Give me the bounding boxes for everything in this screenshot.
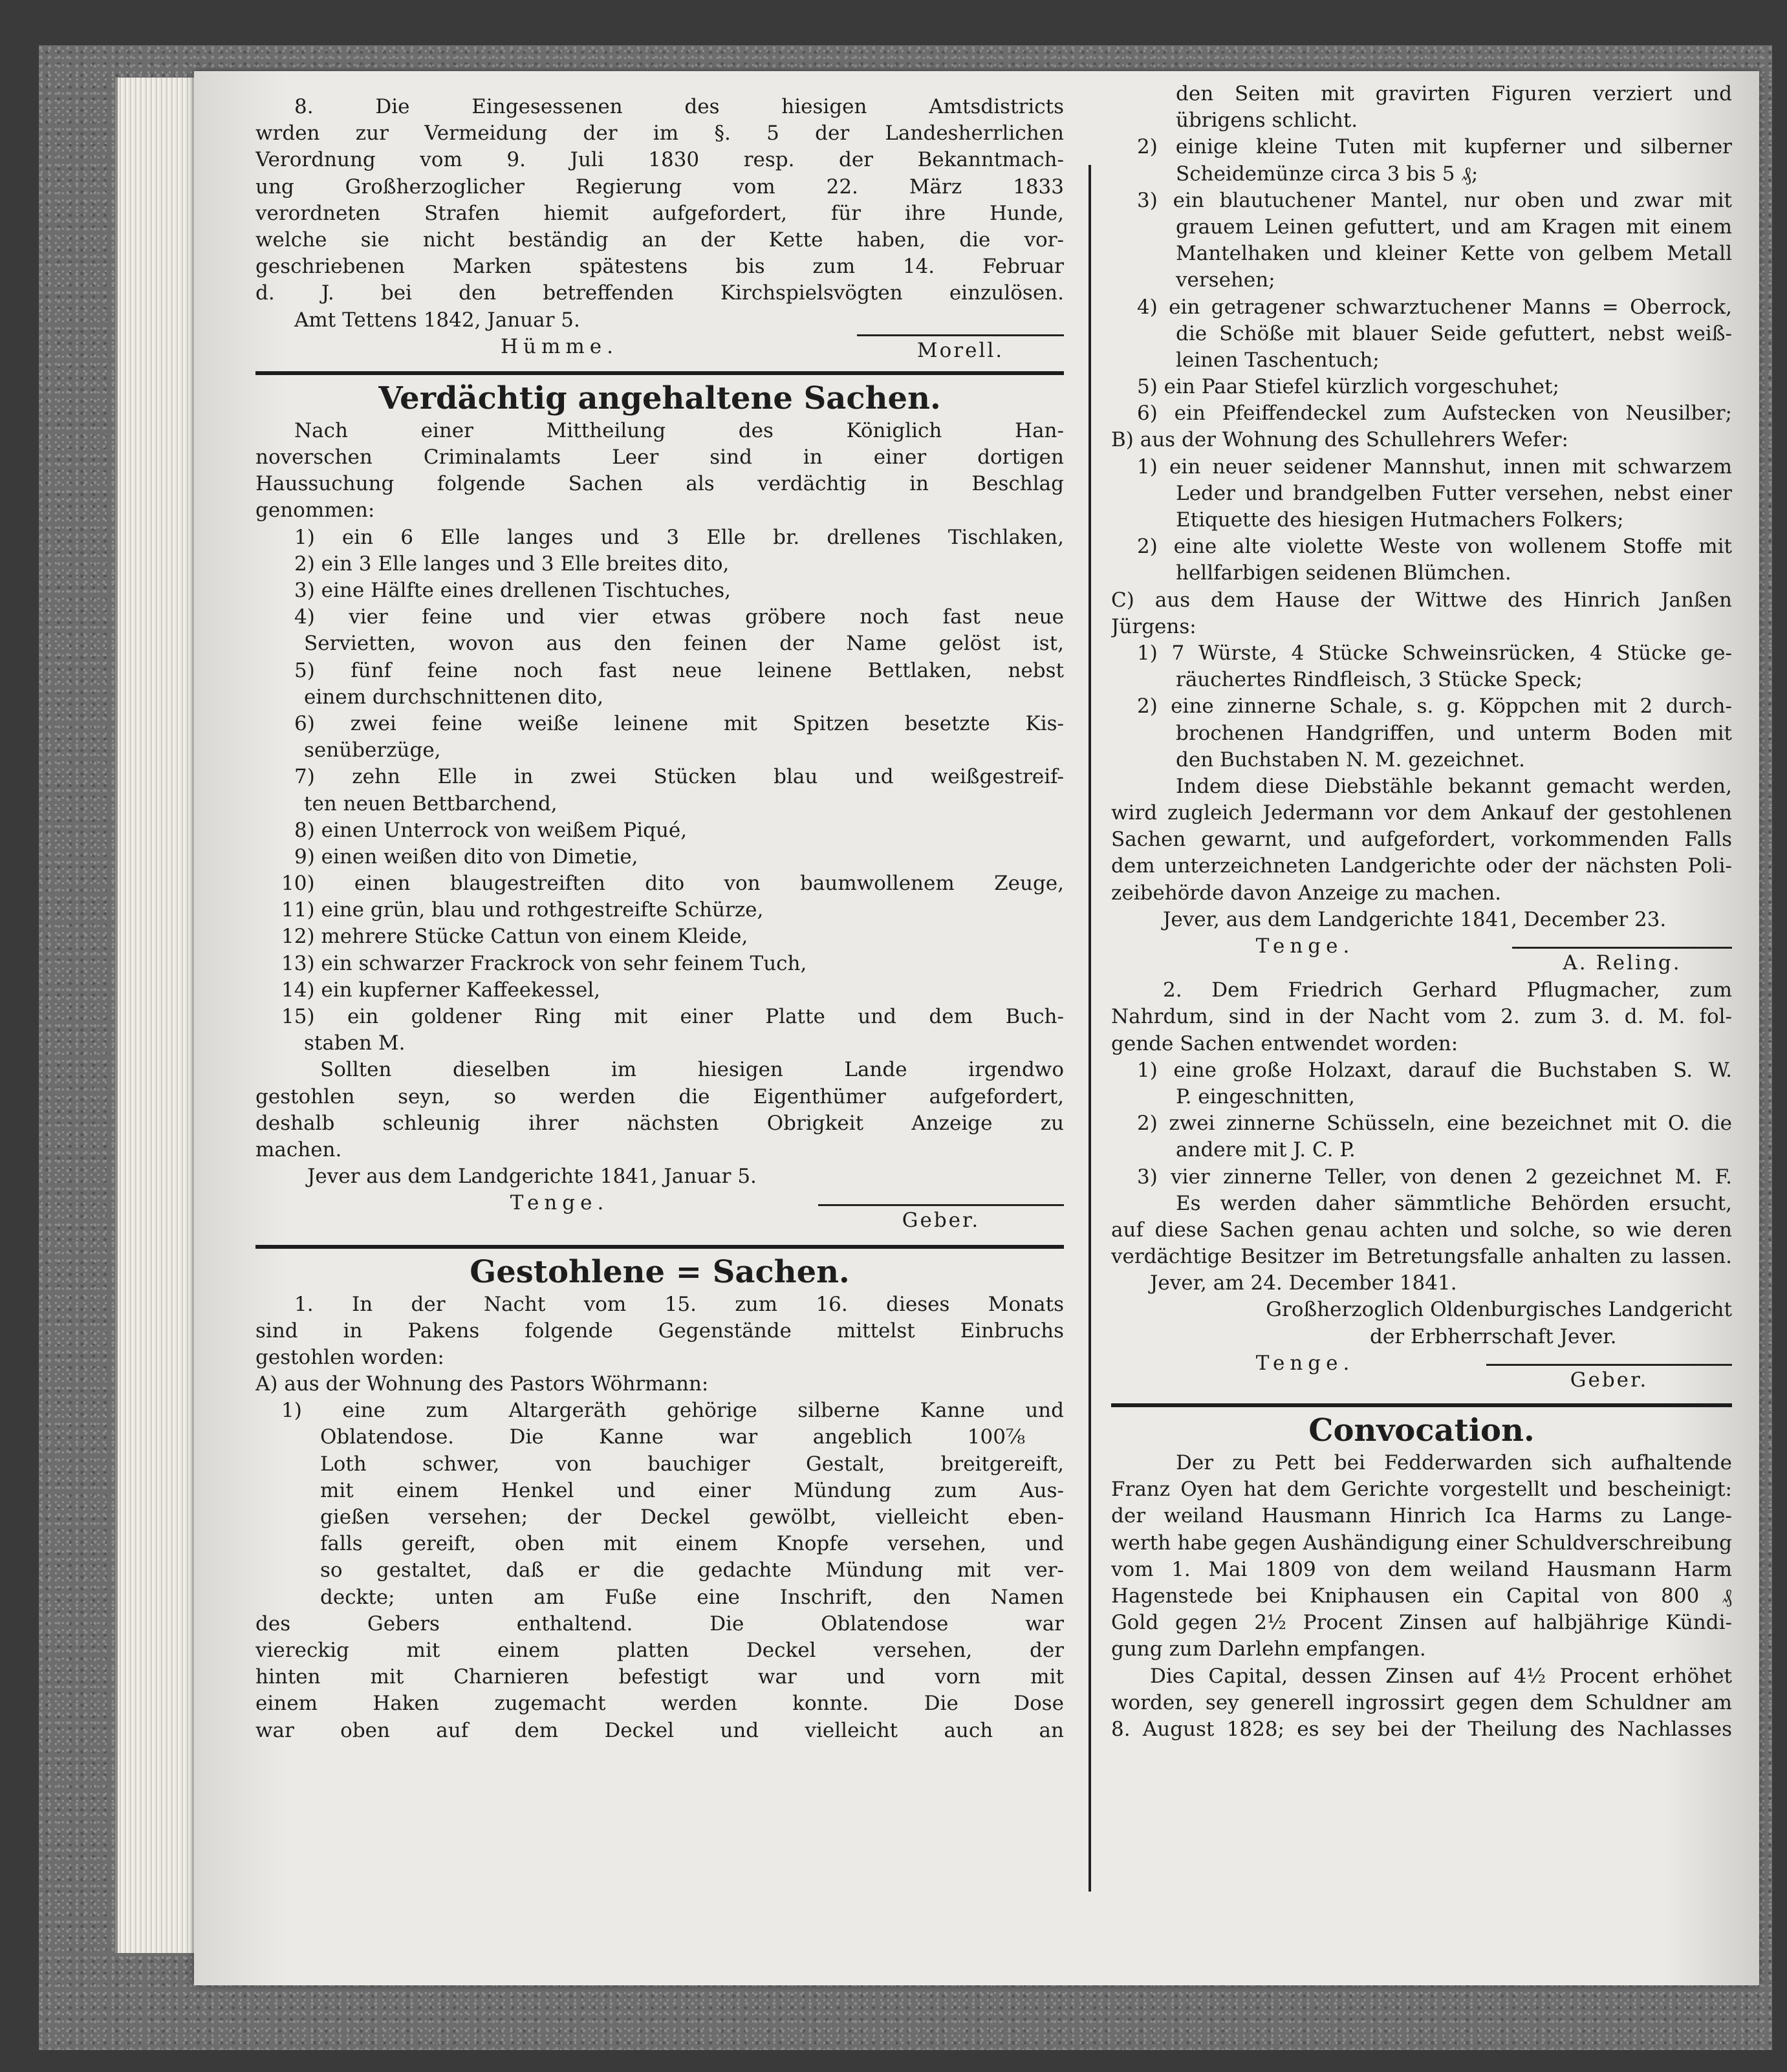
- text-line: grauem Leinen gefuttert, und am Kragen mit einem: [1176, 215, 1732, 239]
- list-item: 4) ein getragener schwarztuchener Manns = Oberrock,: [1137, 295, 1732, 319]
- text-line: Leder und brandgelben Futter versehen, nebst einer: [1176, 481, 1732, 505]
- text-line: Sollten dieselben im hiesigen Lande irgendwo: [320, 1058, 1064, 1082]
- text-line: gestohlen seyn, so werden die Eigenthümer aufgefordert,: [255, 1085, 1064, 1108]
- list-item: 6) ein Pfeiffendeckel zum Aufstecken von Neusilber;: [1137, 402, 1732, 426]
- dateline: Amt Tettens 1842, Januar 5.: [294, 308, 580, 332]
- list-item: 2) ein 3 Elle langes und 3 Elle breites dito,: [294, 552, 730, 576]
- text-line: verordneten Strafen hiemit aufgefordert, für ihre Hunde,: [255, 201, 1064, 225]
- section-rule: [1111, 1403, 1732, 1407]
- text-line: Verordnung vom 9. Juli 1830 resp. der Bekanntmach-: [255, 148, 1064, 172]
- text-line: versehen;: [1176, 268, 1275, 292]
- text-line: welche sie nicht beständig an der Kette haben, die vor-: [255, 228, 1064, 252]
- text-line: mit einem Henkel und einer Mündung zum Aus-: [320, 1478, 1064, 1502]
- text-line: verdächtige Besitzer im Betretungsfalle anhalten zu lassen.: [1111, 1245, 1732, 1269]
- text-line: C) aus dem Hause der Wittwe des Hinrich Janßen: [1111, 588, 1732, 612]
- text-line: die Schöße mit blauer Seide gefuttert, nebst weiß-: [1176, 321, 1732, 345]
- text-line: Jürgens:: [1111, 614, 1197, 638]
- list-item: 1) eine große Holzaxt, darauf die Buchstaben S. W.: [1137, 1058, 1732, 1082]
- list-item: 5) ein Paar Stiefel kürzlich vorgeschuhet;: [1137, 375, 1559, 399]
- official-name: Hümme.: [501, 334, 618, 358]
- list-item: senüberzüge,: [304, 739, 441, 762]
- list-item: ten neuen Bettbarchend,: [304, 792, 558, 815]
- text-line: hinten mit Charnieren befestigt war und vorn mit: [255, 1665, 1064, 1689]
- list-item: 1) ein neuer seidener Mannshut, innen mit schwarzem: [1137, 455, 1732, 479]
- text-line: Gold gegen 2½ Procent Zinsen auf halbjährige Kündi-: [1111, 1611, 1732, 1635]
- dateline: Jever aus dem Landgerichte 1841, Januar 5.: [307, 1165, 757, 1189]
- text-line: d. J. bei den betreffenden Kirchspielsvögten einzulösen.: [255, 281, 1064, 305]
- text-line: geschriebenen Marken spätestens bis zum 14. Februar: [255, 255, 1064, 279]
- list-item: 15) ein goldener Ring mit einer Platte und dem Buch-: [281, 1005, 1064, 1028]
- text-line: brochenen Handgriffen, und unterm Boden mit: [1176, 721, 1732, 745]
- section-rule: [255, 1245, 1064, 1249]
- list-item: 2) einige kleine Tuten mit kupferner und silberner: [1137, 135, 1732, 159]
- list-item: 1) 7 Würste, 4 Stücke Schweinsrücken, 4 Stücke ge-: [1137, 641, 1732, 665]
- text-line: wird zugleich Jedermann vor dem Ankauf der gestohlenen: [1111, 801, 1732, 825]
- signature: Geber.: [818, 1204, 1064, 1235]
- text-line: falls gereift, oben mit einem Knopfe versehen, und: [320, 1532, 1064, 1556]
- text-line: deshalb schleunig ihrer nächsten Obrigkeit Anzeige zu: [255, 1111, 1064, 1135]
- text-line: den Seiten mit gravirten Figuren verziert und: [1176, 82, 1732, 105]
- list-item: 3) vier zinnerne Teller, von denen 2 gezeichnet M. F.: [1137, 1165, 1732, 1189]
- text-line: Franz Oyen hat dem Gerichte vorgestellt und bescheinigt:: [1111, 1478, 1732, 1502]
- column-rule: [1088, 165, 1091, 1892]
- text-line: vom 1. Mai 1809 von dem weiland Hausmann Harm: [1111, 1557, 1732, 1581]
- dateline: Jever, aus dem Landgerichte 1841, December 23.: [1163, 907, 1667, 931]
- text-line: sind in Pakens folgende Gegenstände mittelst Einbruchs: [255, 1319, 1064, 1343]
- text-line: worden, sey generell ingrossirt gegen dem Schuldner am: [1111, 1690, 1732, 1714]
- list-item: 12) mehrere Stücke Cattun von einem Kleide,: [281, 925, 748, 949]
- list-item: 9) einen weißen dito von Dimetie,: [294, 845, 638, 869]
- text-line: war oben auf dem Deckel und vielleicht auch an: [255, 1718, 1064, 1742]
- signature: Geber.: [1486, 1364, 1732, 1394]
- text-line: Hagenstede bei Kniphausen ein Capital von 800 ₰: [1111, 1584, 1732, 1608]
- list-item: Servietten, wovon aus den feinen der Name gelöst ist,: [304, 632, 1064, 656]
- text-line: genommen:: [255, 499, 375, 523]
- text-line: übrigens schlicht.: [1176, 109, 1358, 133]
- list-item: 2) eine zinnerne Schale, s. g. Köppchen mit 2 durch-: [1137, 695, 1732, 718]
- text-line: so gestaltet, daß er die gedachte Mündung mit ver-: [320, 1559, 1064, 1582]
- text-line: ung Großherzoglicher Regierung vom 22. März 1833: [255, 175, 1064, 199]
- text-line: gestohlen worden:: [255, 1345, 444, 1369]
- text-line: dem unterzeichneten Landgerichte oder der nächsten Poli-: [1111, 854, 1732, 878]
- section-heading: Gestohlene = Sachen.: [470, 1253, 850, 1290]
- signature: Morell.: [857, 334, 1064, 365]
- section-heading: Convocation.: [1308, 1412, 1535, 1449]
- list-item: 7) zehn Elle in zwei Stücken blau und weißgestreif-: [294, 765, 1064, 789]
- list-item: 1) eine zum Altargeräth gehörige silberne Kanne und: [281, 1399, 1064, 1423]
- text-line: zeibehörde davon Anzeige zu machen.: [1111, 881, 1502, 905]
- list-item: 4) vier feine und vier etwas gröbere noch fast neue: [294, 605, 1064, 629]
- text-line: Nahrdum, sind in der Nacht vom 2. zum 3. d. M. fol-: [1111, 1005, 1732, 1029]
- text-line: P. eingeschnitten,: [1176, 1085, 1355, 1108]
- list-item: 14) ein kupferner Kaffeekessel,: [281, 978, 601, 1002]
- text-line: Sachen gewarnt, und aufgefordert, vorkommenden Falls: [1111, 828, 1732, 852]
- list-item: 8) einen Unterrock von weißem Piqué,: [294, 818, 688, 842]
- text-line: räuchertes Rindfleisch, 3 Stücke Speck;: [1176, 668, 1583, 692]
- list-item: 2) zwei zinnerne Schüsseln, eine bezeichnet mit O. die: [1137, 1112, 1732, 1136]
- list-item: 10) einen blaugestreiften dito von baumwollenem Zeuge,: [281, 872, 1064, 896]
- list-item: 3) ein blautuchener Mantel, nur oben und zwar mit: [1137, 188, 1732, 212]
- text-line: Haussuchung folgende Sachen als verdächtig in Beschlag: [255, 472, 1064, 496]
- list-item: 11) eine grün, blau und rothgestreifte Schürze,: [281, 898, 764, 922]
- text-line: einem Haken zugemacht werden konnte. Die Dose: [255, 1692, 1064, 1716]
- text-line: Nach einer Mittheilung des Königlich Han-: [294, 418, 1064, 442]
- text-line: hellfarbigen seidenen Blümchen.: [1176, 561, 1511, 585]
- text-line: wrden zur Vermeidung der im §. 5 der Landesherrlichen: [255, 122, 1064, 146]
- text-line: des Gebers enthaltend. Die Oblatendose war: [255, 1612, 1064, 1635]
- text-line: 2. Dem Friedrich Gerhard Pflugmacher, zum: [1163, 978, 1732, 1002]
- signature: A. Reling.: [1512, 947, 1732, 977]
- text-line: noverschen Criminalamts Leer sind in einer dortigen: [255, 446, 1064, 469]
- list-item: einem durchschnittenen dito,: [304, 685, 604, 709]
- text-line: viereckig mit einem platten Deckel versehen, der: [255, 1638, 1064, 1662]
- left-column: [255, 94, 1064, 1744]
- list-item: 6) zwei feine weiße leinene mit Spitzen besetzte Kis-: [294, 711, 1064, 735]
- text-line: Indem diese Diebstähle bekannt gemacht werden,: [1176, 774, 1732, 798]
- court-name: der Erbherrschaft Jever.: [1370, 1324, 1617, 1348]
- text-line: gießen versehen; der Deckel gewölbt, vielleicht eben-: [320, 1505, 1064, 1529]
- text-line: leinen Taschentuch;: [1176, 348, 1380, 372]
- official-name: Tenge.: [510, 1191, 609, 1215]
- text-line: Es werden daher sämmtliche Behörden ersucht,: [1176, 1191, 1732, 1215]
- text-line: A) aus der Wohnung des Pastors Wöhrmann:: [255, 1372, 709, 1396]
- text-line: gende Sachen entwendet worden:: [1111, 1031, 1458, 1055]
- court-name: Großherzoglich Oldenburgisches Landgericht: [1266, 1298, 1732, 1322]
- text-line: Der zu Pett bei Fedderwarden sich aufhaltende: [1176, 1451, 1732, 1474]
- text-line: Loth schwer, von bauchiger Gestalt, breitgereift,: [320, 1452, 1064, 1476]
- list-item: staben M.: [304, 1031, 406, 1055]
- list-item: 5) fünf feine noch fast neue leinene Bettlaken, nebst: [294, 658, 1064, 682]
- list-item: 1) ein 6 Elle langes und 3 Elle br. drellenes Tischlaken,: [294, 525, 1064, 549]
- section-heading: Verdächtig angehaltene Sachen.: [378, 380, 941, 416]
- text-line: werth habe gegen Aushändigung einer Schuldverschreibung: [1111, 1531, 1732, 1555]
- text-line: machen.: [255, 1138, 342, 1161]
- list-item: 13) ein schwarzer Frackrock von sehr feinem Tuch,: [281, 951, 807, 975]
- text-line: Dies Capital, dessen Zinsen auf 4½ Procent erhöhet: [1150, 1664, 1732, 1688]
- text-line: andere mit J. C. P.: [1176, 1138, 1356, 1162]
- text-line: Etiquette des hiesigen Hutmachers Folkers;: [1176, 508, 1624, 532]
- section-rule: [255, 371, 1064, 375]
- text-line: der weiland Hausmann Hinrich Ica Harms zu Lange-: [1111, 1504, 1732, 1528]
- text-line: Mantelhaken und kleiner Kette von gelbem Metall: [1176, 242, 1732, 266]
- text-line: deckte; unten am Fuße eine Inschrift, den Namen: [320, 1585, 1064, 1609]
- text-line: 1. In der Nacht vom 15. zum 16. dieses Monats: [294, 1292, 1064, 1316]
- text-line: B) aus der Wohnung des Schullehrers Wefer:: [1111, 428, 1568, 452]
- official-name: Tenge.: [1255, 1351, 1355, 1375]
- text-line: 8. August 1828; es sey bei der Theilung des Nachlasses: [1111, 1717, 1732, 1741]
- text-line: Scheidemünze circa 3 bis 5 ₰;: [1176, 162, 1478, 186]
- text-line: auf diese Sachen genau achten und solche, so wie deren: [1111, 1218, 1732, 1242]
- text-line: gung zum Darlehn empfangen.: [1111, 1637, 1426, 1661]
- list-item: 2) eine alte violette Weste von wollenem Stoffe mit: [1137, 535, 1732, 559]
- text-line: den Buchstaben N. M. gezeichnet.: [1176, 748, 1525, 772]
- right-column: [1111, 81, 1732, 1743]
- official-name: Tenge.: [1255, 934, 1355, 958]
- text-line: Oblatendose. Die Kanne war angeblich 100⅞: [320, 1425, 1025, 1449]
- dateline: Jever, am 24. December 1841.: [1150, 1271, 1457, 1295]
- list-item: 3) eine Hälfte eines drellenen Tischtuches,: [294, 579, 731, 602]
- text-line: 8. Die Eingesessenen des hiesigen Amtsdistricts: [294, 95, 1064, 118]
